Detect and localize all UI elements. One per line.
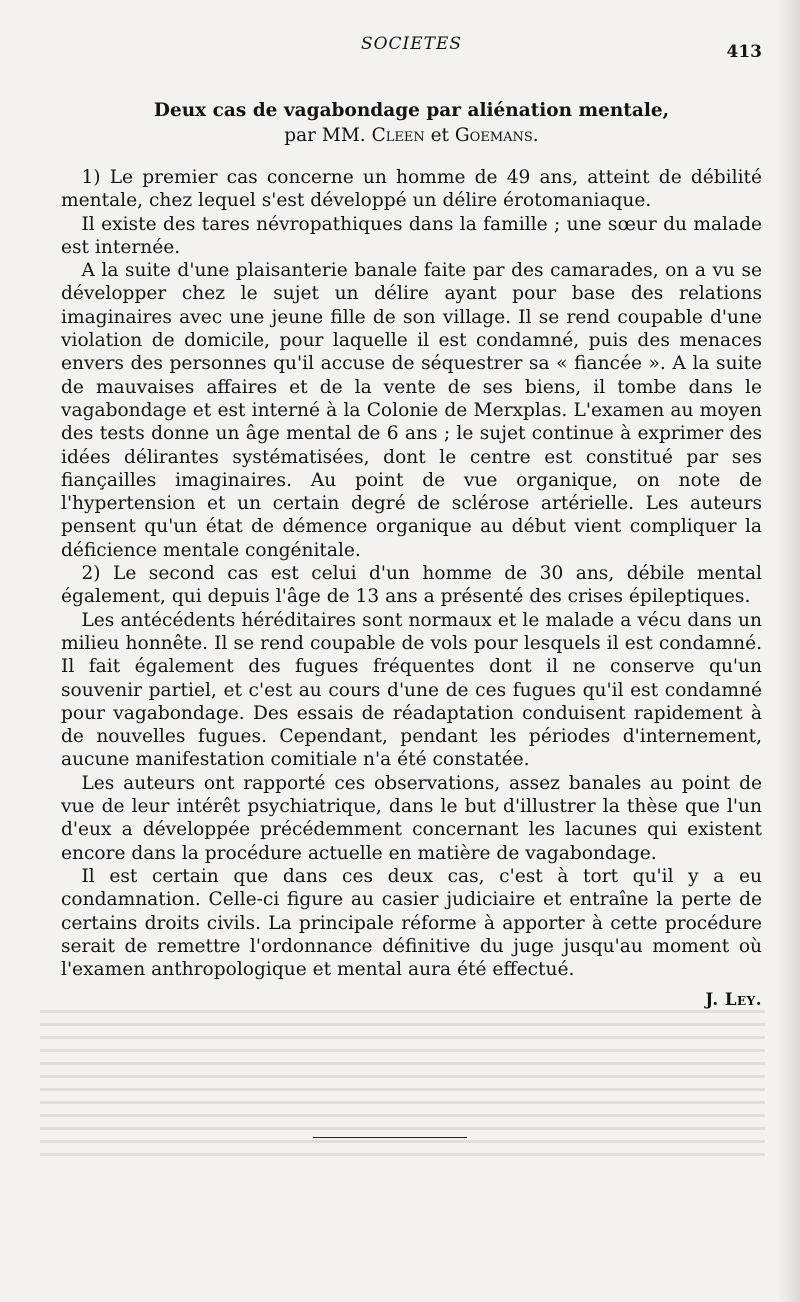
page-number: 413	[726, 42, 762, 62]
byline-end: .	[532, 125, 539, 146]
paragraph: Il existe des tares névropathiques dans la famille ; une sœur du malade est internée.	[61, 213, 762, 258]
byline	[61, 123, 762, 148]
section-divider	[313, 1137, 467, 1138]
byline-prefix: par MM.	[284, 125, 366, 146]
paragraph: Il est certain que dans ces deux cas, c'est à tort qu'il y a eu condamnation. Celle-ci figure au casier judiciaire et entraîne la perte de certains droits civils. La principale réforme à apporter à cette procédure serait de remettre l'ordonnance définitive du juge jusqu'au moment où l'examen anthropologique et mental aura été effectué.	[61, 865, 762, 981]
author-name: Cleen	[371, 125, 425, 146]
signature-end: .	[755, 990, 762, 1009]
paragraph: A la suite d'une plaisanterie banale faite par des camarades, on a vu se développer chez le sujet un délire ayant pour base des relations imaginaires avec une jeune fille de son village. Il se rend coupable d'une violation de domicile, pour laquelle il est condamné, puis des menaces envers des personnes qu'il accuse de séquestrer sa « fiancée ». A la suite de mauvaises affaires et de la vente de ses biens, il tombe dans le vagabondage et est interné à la Colonie de Merxplas. L'examen au moyen des tests donne un âge mental de 6 ans ; le sujet continue à exprimer des idées délirantes systématisées, dont le centre est constitué par ses fiançailles imaginaires. Au point de vue organique, on note de l'hypertension et un certain degré de sclérose artérielle. Les auteurs pensent qu'un état de démence organique au début vient compliquer la déficience mentale congénitale.	[61, 260, 762, 561]
article-body	[61, 166, 762, 981]
bleed-through	[40, 1000, 765, 1166]
page-edge-shadow	[778, 0, 800, 1302]
author-name: Goemans	[454, 125, 533, 146]
paragraph: Les auteurs ont rapporté ces observations, assez banales au point de vue de leur intérêt psychiatrique, dans le but d'illustrer la thèse que l'un d'eux a développée précédemment concernant les lacunes qui existent encore dans la procédure actuelle en matière de vagabondage.	[61, 772, 762, 864]
signature-initial: J.	[705, 990, 719, 1009]
byline-conjunction: et	[430, 125, 449, 146]
paragraph: 1) Le premier cas concerne un homme de 49 ans, atteint de débilité mentale, chez lequel s'est développé un délire érotomaniaque.	[61, 167, 762, 212]
article-title: Deux cas de vagabondage par aliénation mentale,	[153, 100, 670, 121]
paragraph: Les antécédents héréditaires sont normaux et le malade a vécu dans un milieu honnête. Il se rend coupable de vols pour lesquels il est condamné. Il fait également des fugues fréquentes dont il ne conserve qu'un souvenir partiel, et c'est au cours d'une de ces fugues qu'il est condamné pour vagabondage. Des essais de réadaptation conduisent rapidement à de nouvelles fugues. Cependant, pendant les périodes d'internement, aucune manifestation comitiale n'a été constatée.	[61, 609, 762, 771]
running-head	[61, 34, 762, 60]
paragraph: 2) Le second cas est celui d'un homme de 30 ans, débile mental également, qui depuis l'âge de 13 ans a présenté des crises épileptiques.	[61, 563, 762, 608]
signature-surname: Ley	[724, 990, 756, 1009]
running-title: SOCIETES	[360, 34, 463, 54]
